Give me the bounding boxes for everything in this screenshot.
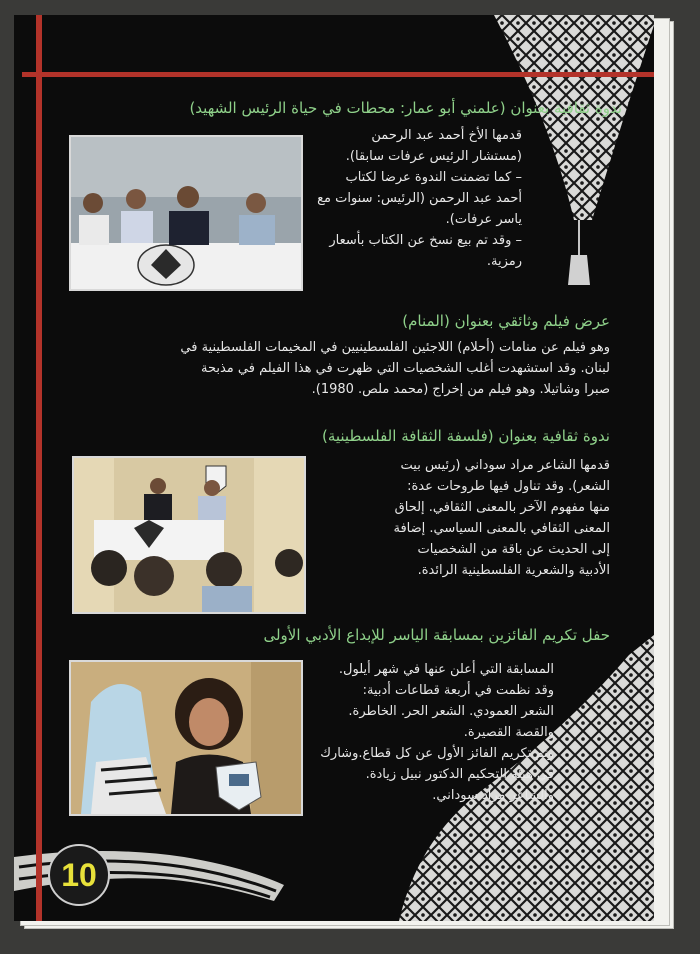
- body-line: الشعر العمودي. الشعر الحر. الخاطرة.: [348, 704, 554, 719]
- section-body: [335, 455, 610, 581]
- section-body: [50, 337, 610, 400]
- section-heading: ندوة ثقافية بعنوان (علمني أبو عمار: محطات في حياة الرئيس الشهيد): [189, 99, 622, 117]
- photo-lecture-audience: [72, 456, 306, 614]
- body-line: قدمها الأخ أحمد عبد الرحمن: [371, 128, 522, 143]
- body-line: صبرا وشاتيلا. وهو فيلم من إخراج (محمد ملص. 1980).: [311, 382, 610, 397]
- body-line: إلى الحديث عن باقة من الشخصيات: [417, 542, 610, 557]
- body-line: والقصة القصيرة.: [463, 725, 554, 740]
- body-line: – وقد تم بيع نسخ عن الكتاب بأسعار: [329, 233, 522, 248]
- body-line: وتم تكريم الفائز الأول عن كل قطاع.وشارك: [320, 746, 554, 761]
- body-line: المعنى الثقافي بالمعنى السياسي. إضافة: [393, 521, 610, 536]
- body-line: (مستشار الرئيس عرفات سابقا).: [345, 149, 522, 164]
- page-number: 10: [48, 844, 110, 906]
- body-line: أحمد عبد الرحمن (الرئيس: سنوات مع: [317, 191, 522, 206]
- body-line: – كما تضمنت الندوة عرضا لكتاب: [345, 170, 522, 185]
- body-line: وهو فيلم عن منامات (أحلام) اللاجئين الفلسطينيين في المخيمات الفلسطينية في: [180, 340, 610, 355]
- body-line: الأدبية والشعرية الفلسطينية الرائدة.: [417, 563, 610, 578]
- body-line: قدمها الشاعر مراد سوداني (رئيس بيت: [400, 458, 610, 473]
- section-heading: ندوة ثقافية بعنوان (فلسفة الثقافة الفلسطينية): [321, 427, 610, 445]
- body-line: والشاعر مراد سوداني.: [432, 788, 554, 803]
- body-line: الشعر). وقد تناول فيها طروحات عدة:: [407, 479, 610, 494]
- section-heading: عرض فيلم وثائقي بعنوان (المنام): [402, 312, 610, 330]
- red-horizontal-rule: [22, 72, 654, 77]
- body-line: رمزية.: [486, 254, 522, 269]
- booklet-page: [14, 15, 654, 921]
- section-body: [304, 659, 554, 806]
- body-line: لبنان. وقد استشهدت أغلب الشخصيات التي ظهرت في هذا الفيلم في مذبحة: [201, 361, 610, 376]
- body-line: منها مفهوم الآخر بالمعنى الثقافي. إلحاق: [394, 500, 610, 515]
- body-line: ياسر عرفات).: [445, 212, 522, 227]
- body-line: المسابقة التي أعلن عنها في شهر أيلول.: [338, 662, 554, 677]
- photo-award-ceremony: [69, 660, 303, 816]
- photo-seminar-panel: [69, 135, 303, 291]
- body-line: وقد نظمت في أربعة قطاعات أدبية:: [362, 683, 554, 698]
- section-body: [307, 125, 522, 272]
- section-heading: حفل تكريم الفائزين بمسابقة الياسر للإبداع الأدبي الأولى: [263, 626, 610, 644]
- red-vertical-rule: [36, 15, 42, 921]
- body-line: في هيئة التحكيم الدكتور نبيل زيادة.: [365, 767, 554, 782]
